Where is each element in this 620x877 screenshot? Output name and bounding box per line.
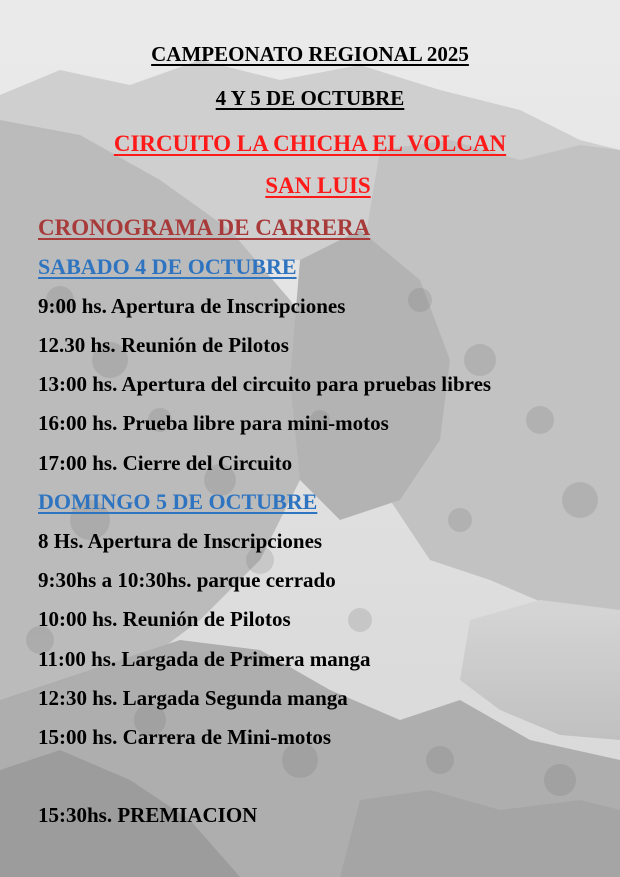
schedule-title: CRONOGRAMA DE CARRERA bbox=[38, 215, 371, 240]
sunday-item: 9:30hs a 10:30hs. parque cerrado bbox=[38, 568, 336, 592]
saturday-item: 9:00 hs. Apertura de Inscripciones bbox=[38, 294, 346, 318]
sunday-item: 15:00 hs. Carrera de Mini-motos bbox=[38, 725, 331, 749]
saturday-item: 17:00 hs. Cierre del Circuito bbox=[38, 451, 293, 475]
circuit-name: CIRCUITO LA CHICHA EL VOLCAN bbox=[113, 131, 507, 156]
event-dates: 4 Y 5 DE OCTUBRE bbox=[215, 86, 405, 110]
sunday-item: 8 Hs. Apertura de Inscripciones bbox=[38, 529, 323, 553]
saturday-item: 16:00 hs. Prueba libre para mini-motos bbox=[38, 411, 389, 435]
saturday-item: 13:00 hs. Apertura del circuito para pruebas libres bbox=[38, 372, 492, 396]
championship-title: CAMPEONATO REGIONAL 2025 bbox=[151, 42, 469, 66]
awards-ceremony: 15:30hs. PREMIACION bbox=[38, 803, 258, 827]
location: SAN LUIS bbox=[265, 173, 371, 198]
sunday-item: 12:30 hs. Largada Segunda manga bbox=[38, 686, 348, 710]
sunday-item: 11:00 hs. Largada de Primera manga bbox=[38, 647, 371, 671]
sunday-item: 10:00 hs. Reunión de Pilotos bbox=[38, 607, 291, 631]
saturday-heading: SABADO 4 DE OCTUBRE bbox=[38, 254, 297, 279]
saturday-item: 12.30 hs. Reunión de Pilotos bbox=[38, 333, 289, 357]
sunday-heading: DOMINGO 5 DE OCTUBRE bbox=[38, 489, 318, 514]
